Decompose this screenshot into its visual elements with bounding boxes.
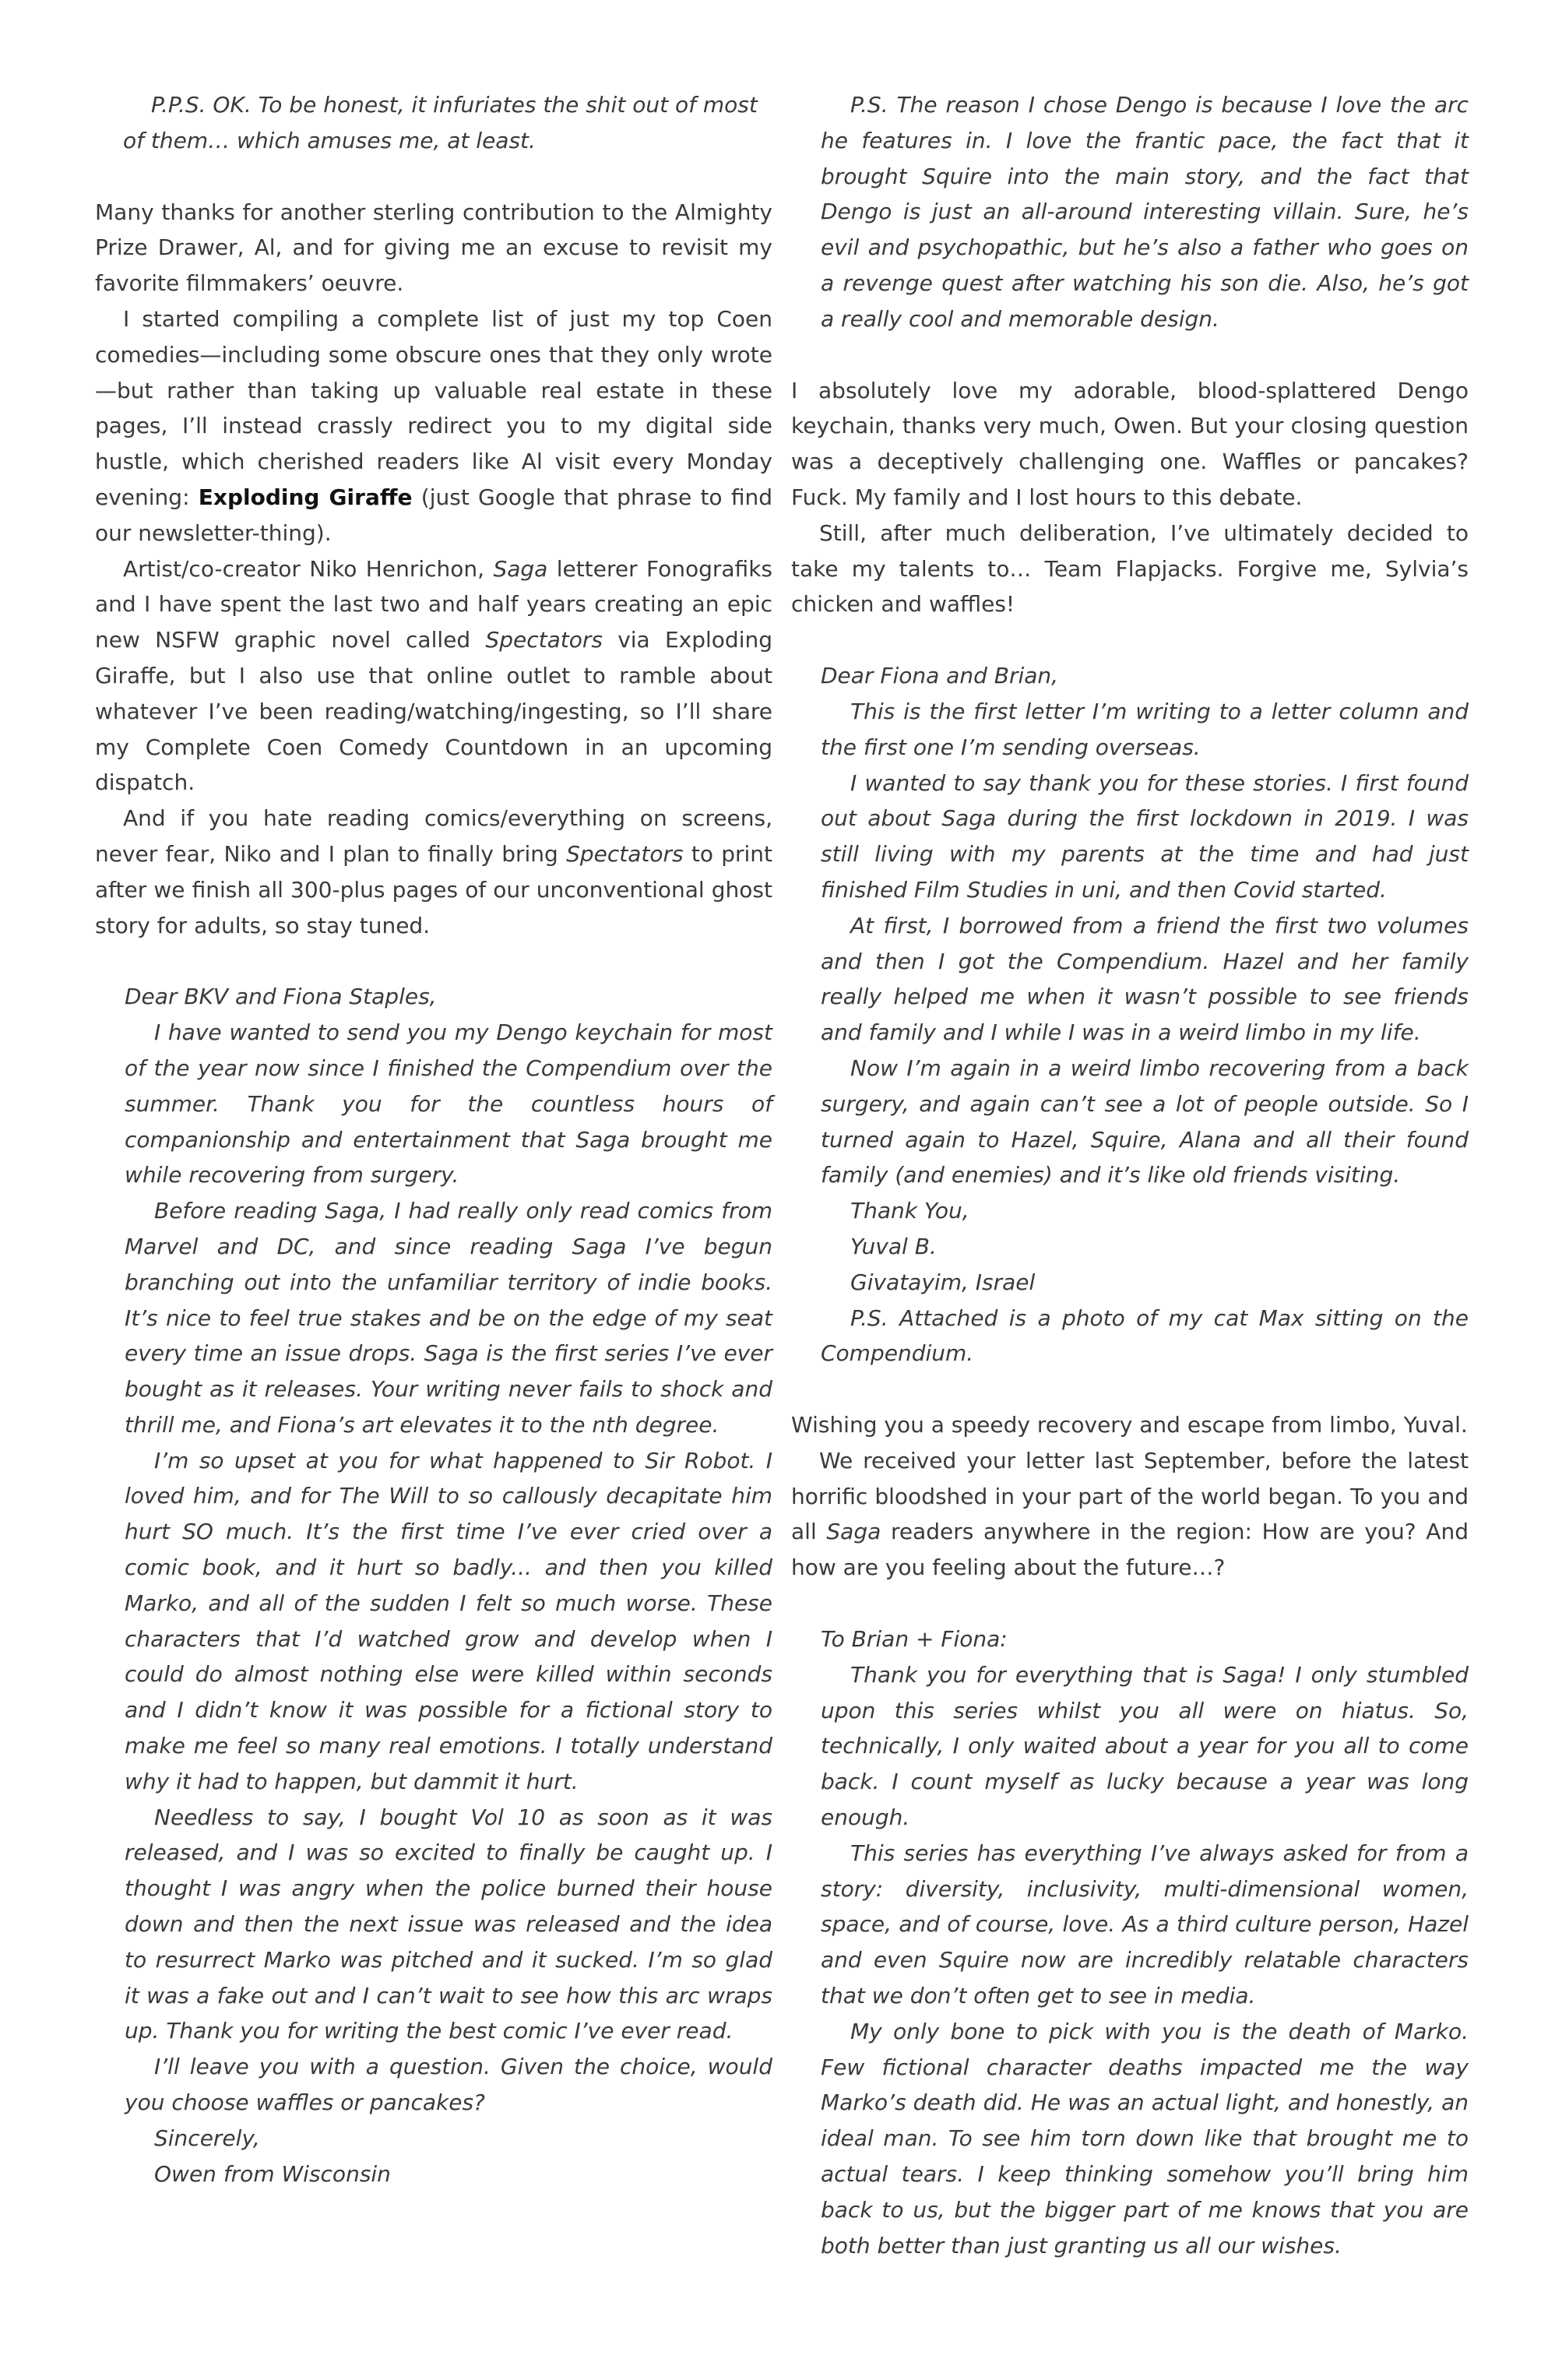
letter-paragraph: Now I’m again in a weird limbo recovering from a back surgery, and again can’t see a lot of people outside. So I turned again to Hazel, Squire, Alana and all their found family (and enemies) and it’s like old friends visiting. [821, 1054, 1469, 1188]
letter-yuval [821, 658, 1469, 1371]
letter-paragraph: I’ll leave you with a question. Given the choice, would you choose waffles or pancakes? [125, 2054, 772, 2116]
reply-paragraph: Many thanks for another sterling contribution to the Almighty Prize Drawer, Al, and for giving me an excuse to revisit my favorite filmmakers’ oeuvre. [95, 199, 772, 297]
reply-paragraph: I started compiling a complete list of just my top Coen comedies—including some obscure ones that they only wrote—but rather than taking up valuable real estate in these pages, I’ll instead crassly redirect you to my digital side hustle, which cherished readers like Al visit every Monday evening: Exploding Giraffe (just Google that phrase to find our newsletter-thing). [95, 305, 772, 546]
letter-signature: Owen from Wisconsin [154, 2160, 391, 2187]
letter-paragraph: My only bone to pick with you is the death of Marko. Few fictional character deaths impacted me the way Marko’s death did. He was an actual light, and honestly, an ideal man. To see him torn down like that brought me to actual tears. I keep thinking somehow you’ll bring him back to us, but the bigger part of me knows that you are both better than just granting us all our wishes. [821, 2018, 1469, 2259]
newsletter-name: Exploding Giraffe [198, 484, 413, 510]
letter-last [821, 1621, 1469, 2263]
letter-greeting: To Brian + Fiona: [821, 1626, 1008, 1653]
letter-greeting: Dear Fiona and Brian, [821, 663, 1059, 689]
letter-postscript: P.S. Attached is a photo of my cat Max sitting on the Compendium. [821, 1304, 1469, 1367]
letter-paragraph: I wanted to say thank you for these stories. I first found out about Saga during the first lockdown in 2019. I was still living with my parents at the time and had just finished Film Studies in uni, and then Covid started. [821, 769, 1469, 903]
letter-greeting: Dear BKV and Fiona Staples, [125, 984, 437, 1010]
reply-paragraph: Artist/co-creator Niko Henrichon, Saga letterer Fonografiks and I have spent the last two and half years creating an epic new NSFW graphic novel called Spectators via Exploding Giraffe, but I also use that online outlet to ramble about whatever I’ve been reading/watching/ingesting, so I’ll share my Complete Coen Comedy Countdown in an upcoming dispatch. [95, 555, 772, 796]
letter-paragraph: This series has everything I’ve always asked for from a story: diversity, inclusivity, multi-dimensional women, space, and of course, love. As a third culture person, Hazel and even Squire now are incredibly relatable characters that we don’t often get to see in media. [821, 1840, 1469, 2009]
letter-owen [125, 979, 772, 2192]
pps-line: P.P.S. OK. To be honest, it infuriates the shit out of most of them… which amuses me, at least. [123, 92, 758, 153]
letter-owen-ps [821, 87, 1469, 337]
letter-postscript: P.S. The reason I chose Dengo is because I love the arc he features in. I love the frantic pace, the fact that it brought Squire into the main story, and the fact that Dengo is just an all-around interesting villain. Sure, he’s evil and psychopathic, but he’s also a father who goes on a revenge quest after watching his son die. Also, he’s got a really cool and memorable design. [821, 92, 1469, 332]
letter-paragraph: Needless to say, I bought Vol 10 as soon as it was released, and I was so excited to finally be caught up. I thought I was angry when the police burned their house down and then the next issue was released and the idea to resurrect Marko was pitched and it sucked. I’m so glad it was a fake out and I can’t wait to see how this arc wraps up. Thank you for writing the best comic I’ve ever read. [125, 1804, 772, 2044]
reply-paragraph: I absolutely love my adorable, blood-splattered Dengo keychain, thanks very much, Owen. But your closing question was a deceptively challenging one. Waffles or pancakes? Fuck. My family and I lost hours to this debate. [791, 377, 1469, 510]
reply-paragraph: Wishing you a speedy recovery and escape from limbo, Yuval. [791, 1412, 1468, 1438]
right-column [791, 87, 1469, 2263]
letter-signoff: Sincerely, [154, 2125, 260, 2151]
reply-paragraph: Still, after much deliberation, I’ve ultimately decided to take my talents to… Team Flapjacks. Forgive me, Sylvia’s chicken and waffles! [791, 519, 1469, 618]
left-column [95, 87, 772, 2192]
letter-paragraph: I’m so upset at you for what happened to Sir Robot. I loved him, and for The Will to so callously decapitate him hurt SO much. It’s the first time I’ve ever cried over a comic book, and it hurt so badly... and then you killed Marko, and all of the sudden I felt so much worse. These characters that I’d watched grow and develop when I could do almost nothing else were killed within seconds and I didn’t know it was possible for a fictional story to make me feel so many real emotions. I totally understand why it had to happen, but dammit it hurt. [125, 1447, 772, 1794]
letter-paragraph: I have wanted to send you my Dengo keychain for most of the year now since I finished the Compendium over the summer. Thank you for the countless hours of companionship and entertainment that Saga brought me while recovering from surgery. [125, 1019, 772, 1188]
letter-signature: Yuval B. [850, 1233, 937, 1259]
reply-paragraph: And if you hate reading comics/everything on screens, never fear, Niko and I plan to finally bring Spectators to print after we finish all 300-plus pages of our unconventional ghost story for adults, so stay tuned. [95, 805, 773, 938]
letter-paragraph: This is the first letter I’m writing to a letter column and the first one I’m sending overseas. [821, 698, 1469, 760]
letter-location: Givatayim, Israel [850, 1269, 1036, 1295]
letter-signoff: Thank You, [850, 1198, 969, 1224]
reply-paragraph: We received your letter last September, before the latest horrific bloodshed in your part of the world began. To you and all Saga readers anywhere in the region: How are you? And how are you feeling about the future…? [791, 1447, 1469, 1581]
letter-paragraph: At first, I borrowed from a friend the first two volumes and then I got the Compendium. Hazel and her family really helped me when it wasn’t possible to see friends and family and I while I was in a weird limbo in my life. [821, 912, 1469, 1046]
letter-paragraph: Thank you for everything that is Saga! I only stumbled upon this series whilst you all were on hiatus. So, technically, I only waited about a year for you all to come back. I count myself as lucky because a year was long enough. [821, 1661, 1469, 1831]
letter-paragraph: Before reading Saga, I had really only read comics from Marvel and DC, and since reading Saga I’ve begun branching out into the unfamiliar territory of indie books. It’s nice to feel true stakes and be on the edge of my seat every time an issue drops. Saga is the first series I’ve ever bought as it releases. Your writing never fails to shock and thrill me, and Fiona’s art elevates it to the nth degree. [125, 1198, 772, 1438]
